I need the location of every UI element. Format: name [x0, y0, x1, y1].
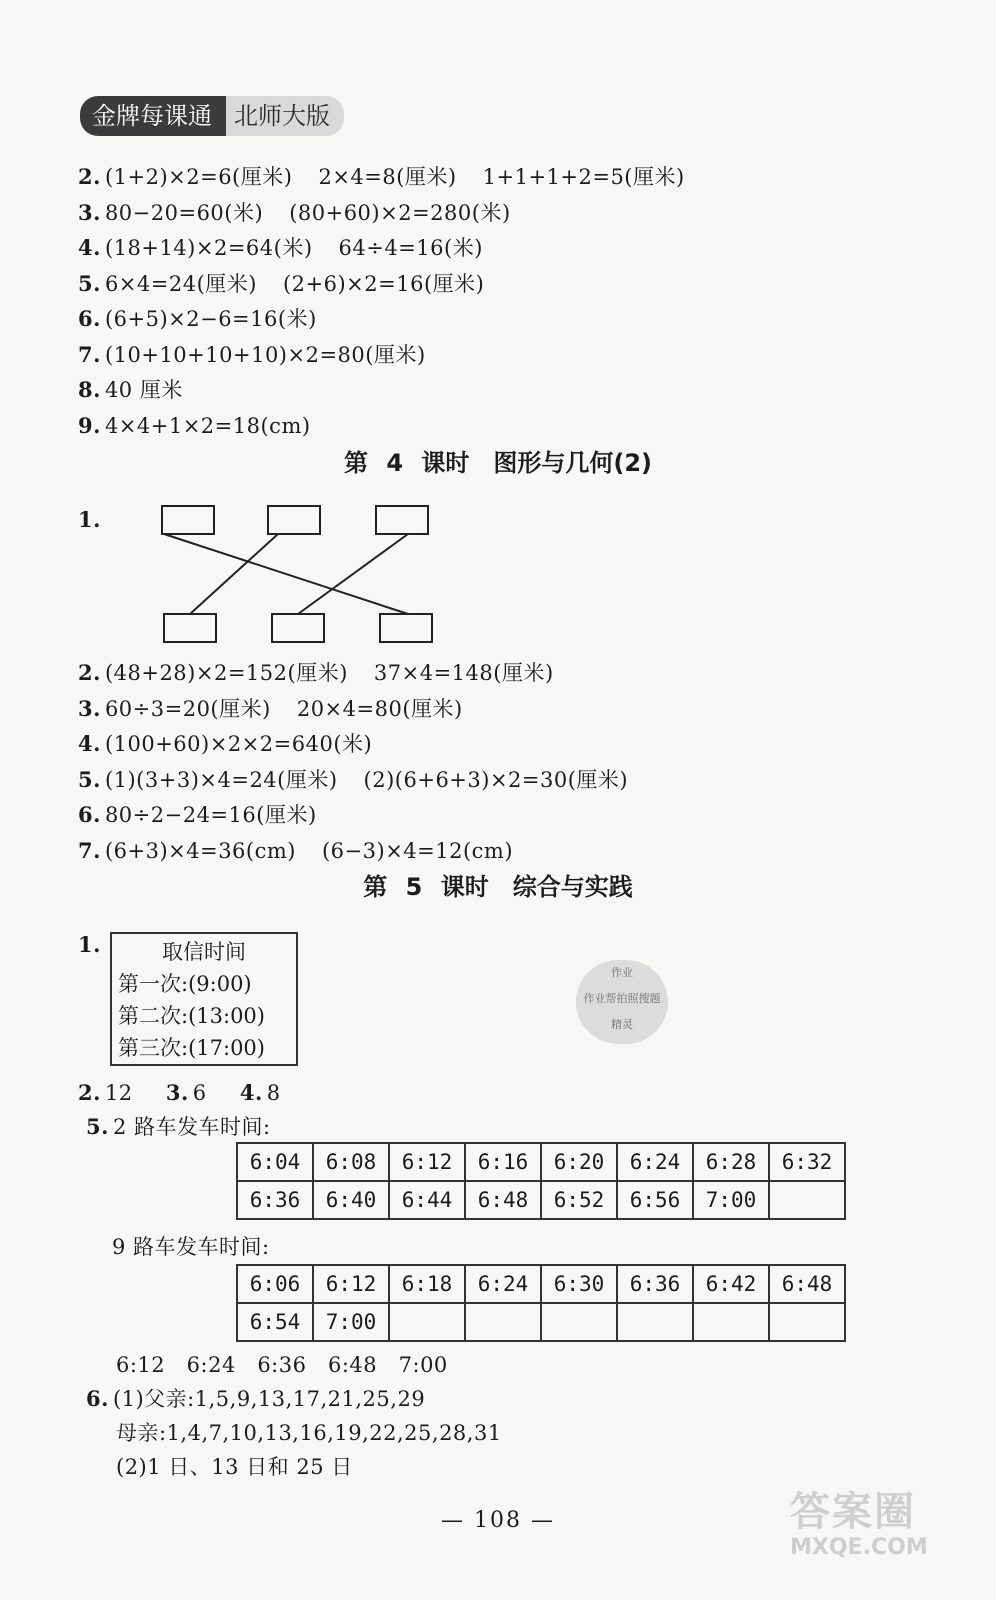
- bottom-box-2: [272, 614, 324, 642]
- answer-expression: 80−20=60(米): [104, 200, 264, 225]
- answer-line: [78, 162, 685, 192]
- answer-number: 2.: [78, 660, 101, 685]
- bottom-box-3: [380, 614, 432, 642]
- time-cell: 6:32: [769, 1143, 845, 1181]
- route-9-label: 9 路车发车时间:: [112, 1235, 270, 1259]
- answer-expression: (10+10+10+10)×2=80(厘米): [104, 342, 426, 367]
- answer-expression: (2+6)×2=16(厘米): [282, 271, 485, 296]
- time-cell: 6:52: [541, 1181, 617, 1219]
- answer-expression: 4×4+1×2=18(cm): [104, 413, 311, 438]
- answer-number: 3.: [78, 199, 101, 225]
- answer-expression: (48+28)×2=152(厘米): [104, 661, 348, 685]
- time-cell: 6:30: [541, 1265, 617, 1303]
- time-cell: 7:00: [313, 1303, 389, 1341]
- stamp-bottom-text: 精灵: [611, 1018, 633, 1031]
- top-box-3: [376, 506, 428, 534]
- answer-expression: (6+5)×2−6=16(米): [104, 307, 317, 331]
- route-9-schedule-table: [236, 1264, 846, 1342]
- time-cell: 6:04: [237, 1143, 313, 1181]
- answer-line: [78, 340, 426, 370]
- answer-expression: 64÷4=16(米): [338, 236, 483, 260]
- answer-line: [78, 411, 311, 441]
- time-cell: 6:48: [769, 1265, 845, 1303]
- time-cell: 6:40: [313, 1181, 389, 1219]
- stamp-top-text: 作业: [611, 966, 633, 979]
- time-cell: [769, 1303, 845, 1341]
- answer-number: 6.: [78, 802, 101, 827]
- section-5-title: 第 5 课时 综合与实践: [363, 873, 633, 901]
- top-box-1: [162, 506, 214, 534]
- answer-line: [78, 694, 463, 724]
- answer-expression: 40 厘米: [104, 378, 183, 402]
- header-badge: [80, 96, 344, 136]
- answer-line: [78, 233, 483, 263]
- route-2-label: 5. 2 路车发车时间:: [86, 1114, 271, 1139]
- time-cell: [617, 1303, 693, 1341]
- matching-diagram: [78, 500, 498, 660]
- time-cell: 6:24: [465, 1265, 541, 1303]
- time-cell: 6:56: [617, 1181, 693, 1219]
- answer-line: [78, 375, 183, 405]
- time-cell: 6:54: [237, 1303, 313, 1341]
- answer-number: 7.: [78, 837, 101, 863]
- edition-label: 北师大版: [226, 96, 344, 136]
- route-2-schedule-table: [236, 1142, 846, 1220]
- time-cell: 6:24: [617, 1143, 693, 1181]
- pickup-row-3: 第三次:(17:00): [118, 1036, 265, 1060]
- page-number: — 108 —: [441, 1508, 555, 1533]
- time-cell: 6:44: [389, 1181, 465, 1219]
- answer-expression: (1)(3+3)×4=24(厘米): [104, 767, 338, 792]
- time-cell: [769, 1181, 845, 1219]
- top-box-2: [268, 506, 320, 534]
- stamp-middle-text: 作业帮拍照搜题: [583, 992, 661, 1005]
- time-cell: [389, 1303, 465, 1341]
- time-cell: 6:18: [389, 1265, 465, 1303]
- time-cell: 6:36: [617, 1265, 693, 1303]
- time-cell: [693, 1303, 769, 1341]
- pickup-box-title: 取信时间: [162, 940, 246, 964]
- answer-number: 7.: [78, 341, 101, 367]
- answer-expression: 60÷3=20(厘米): [104, 696, 271, 721]
- time-cell: 6:08: [313, 1143, 389, 1181]
- q6-father: 6. (1)父亲:1,5,9,13,17,21,25,29: [86, 1386, 426, 1411]
- time-cell: 6:20: [541, 1143, 617, 1181]
- homework-stamp: [576, 960, 668, 1044]
- answer-number: 6.: [78, 306, 101, 331]
- answer-expression: (100+60)×2×2=640(米): [104, 732, 373, 756]
- answer-number: 4.: [78, 235, 101, 260]
- answer-number: 4.: [78, 731, 101, 756]
- answer-line: [78, 658, 554, 688]
- bottom-box-1: [164, 614, 216, 642]
- time-cell: 6:12: [389, 1143, 465, 1181]
- time-cell: 6:06: [237, 1265, 313, 1303]
- answer-number: 5.: [78, 270, 101, 296]
- time-cell: 6:12: [313, 1265, 389, 1303]
- pickup-time-box: [110, 932, 298, 1066]
- q6-part2: (2)1 日、13 日和 25 日: [116, 1455, 353, 1479]
- answer-expression: 37×4=148(厘米): [373, 661, 554, 685]
- answer-expression: 80÷2−24=16(厘米): [104, 803, 317, 827]
- answers-2-3-4: 2. 12 3. 6 4. 8: [78, 1080, 281, 1105]
- pickup-row-1: 第一次:(9:00): [118, 972, 252, 996]
- answer-line: [78, 765, 628, 795]
- time-cell: 6:36: [237, 1181, 313, 1219]
- time-cell: 7:00: [693, 1181, 769, 1219]
- brand-label: 金牌每课通: [80, 96, 226, 136]
- answer-number: 2.: [78, 164, 101, 189]
- time-cell: 6:42: [693, 1265, 769, 1303]
- time-cell: 6:16: [465, 1143, 541, 1181]
- q6-mother: 母亲:1,4,7,10,13,16,19,22,25,28,31: [116, 1421, 502, 1445]
- pickup-row-2: 第二次:(13:00): [118, 1004, 265, 1028]
- watermark-logo-text: 答案圈: [790, 1489, 916, 1535]
- answer-expression: (80+60)×2=280(米): [289, 200, 511, 225]
- answer-line: [78, 304, 317, 334]
- common-departure-times: 6:12 6:24 6:36 6:48 7:00: [116, 1353, 448, 1377]
- answer-line: [78, 800, 317, 830]
- time-cell: 6:48: [465, 1181, 541, 1219]
- answer-expression: (6−3)×4=12(cm): [321, 838, 514, 863]
- answer-line: [78, 729, 372, 759]
- answer-number: 8.: [78, 377, 101, 402]
- answer-expression: (2)(6+6+3)×2=30(厘米): [363, 767, 629, 792]
- answer-expression: 6×4=24(厘米): [104, 271, 257, 296]
- answer-number: 3.: [78, 695, 101, 721]
- answer-line: [78, 269, 484, 299]
- watermark-url: MXQE.COM: [790, 1535, 928, 1560]
- answer-line: [78, 198, 511, 228]
- time-cell: [465, 1303, 541, 1341]
- time-cell: [541, 1303, 617, 1341]
- answer-line: [78, 836, 513, 866]
- site-watermark: [790, 1490, 980, 1580]
- answer-expression: (6+3)×4=36(cm): [104, 838, 296, 863]
- answer-expression: (18+14)×2=64(米): [104, 236, 313, 260]
- section-4-title: 第 4 课时 图形与几何(2): [343, 449, 653, 477]
- answer-number: 5.: [78, 766, 101, 792]
- connector-line-3: [298, 534, 408, 614]
- answer-expression: (1+2)×2=6(厘米): [104, 165, 293, 189]
- time-cell: 6:28: [693, 1143, 769, 1181]
- connector-line-1: [164, 534, 408, 614]
- section-5-q1-number: 1.: [78, 932, 101, 957]
- answer-expression: 2×4=8(厘米): [318, 165, 457, 189]
- answer-expression: 1+1+1+2=5(厘米): [482, 165, 685, 189]
- section-4-q1-number: 1.: [78, 507, 101, 532]
- answer-expression: 20×4=80(厘米): [296, 696, 463, 721]
- answer-number: 9.: [78, 412, 101, 438]
